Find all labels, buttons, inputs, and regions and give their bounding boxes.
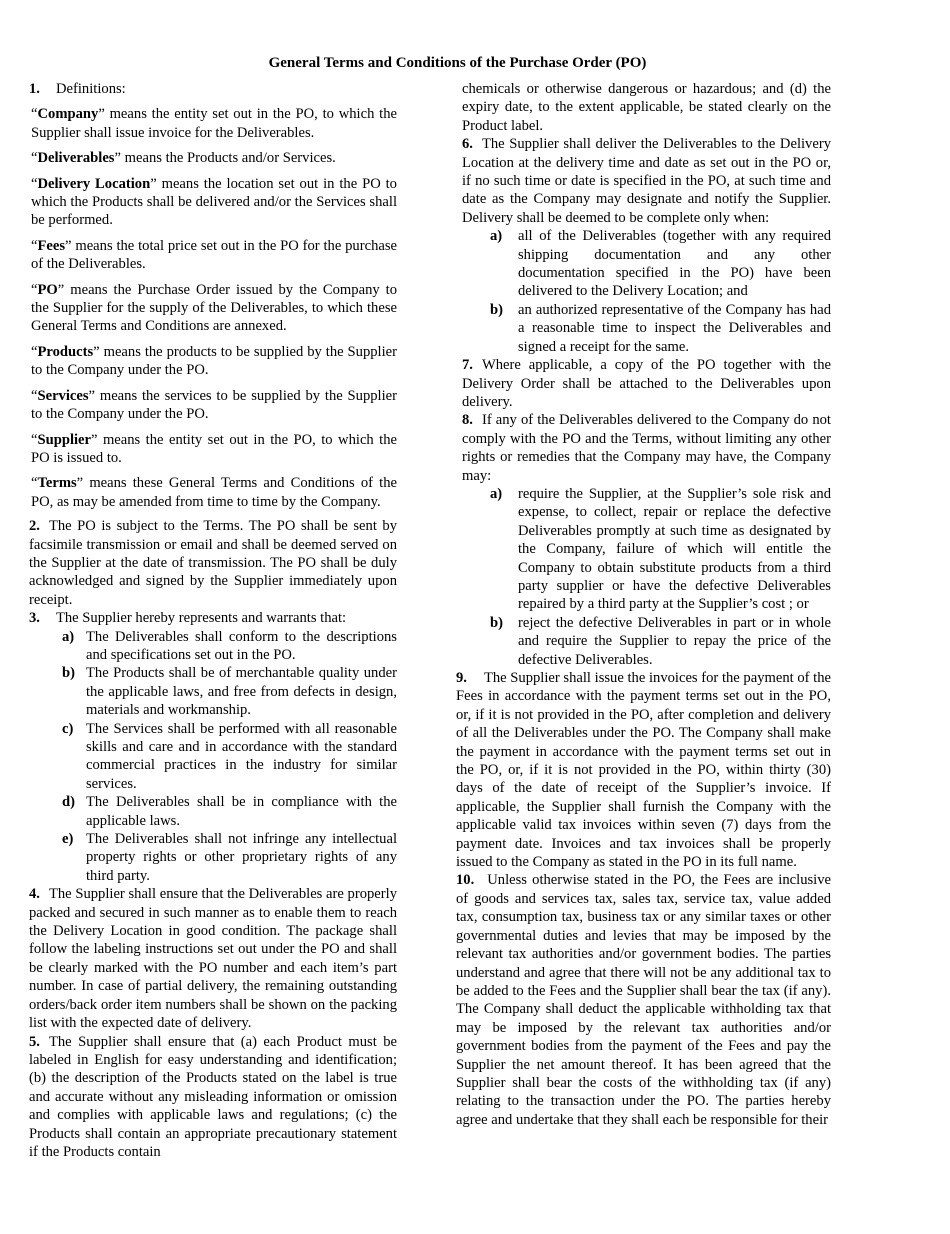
- section-4: [29, 885, 397, 1032]
- list-text: reject the defective Deliverables in part or in whole and require the Supplier to repay the price of the defective Deliverables.: [518, 614, 831, 668]
- list-text: The Products shall be of merchantable quality under the applicable laws, and free from defects in design, materials and workmanship.: [86, 665, 397, 719]
- definition-deliverables: “Deliverables” means the Products and/or Services.: [31, 150, 336, 167]
- section-number: 4.: [29, 886, 40, 903]
- definition-products: “Products” means the products to be supplied by the Supplier to the Company under the PO.: [31, 343, 397, 379]
- definition-text: means the Products and/or Services.: [120, 150, 336, 167]
- section-text: If any of the Deliverables delivered to the Company do not comply with the PO and the Terms, without limiting any other rights or remedies that the Company may have, the Company may:: [462, 412, 831, 484]
- section-3: [29, 609, 397, 627]
- list-label: a): [490, 485, 503, 502]
- section-text: Where applicable, a copy of the PO together with the Delivery Order shall be attached to the Deliverables upon delivery.: [462, 357, 831, 410]
- section-6-list: [456, 227, 831, 356]
- defined-term: Products: [37, 343, 94, 360]
- section-7: [456, 356, 831, 411]
- left-column: [29, 80, 397, 1161]
- section-text: The Supplier shall issue the invoices for the payment of the Fees in accordance with the payment terms set out in the PO, or, if it is not provided in the PO, after completion and delivery of all the Deliverables under the PO. The Company shall make the payment in accordance with the payment terms set out in the PO, or, if it is not provided in the PO, within thirty (30) days of the date of receipt of the Supplier’s invoice. If applicable, the Supplier shall furnish the Company with the applicable valid tax invoices within seven (7) days from the payment date. Invoices and tax invoices shall be properly issued to the Company as stated in the PO in its full name.: [456, 670, 831, 871]
- list-text: an authorized representative of the Company has had a reasonable time to inspect the Deliverables and signed a receipt for the same.: [518, 301, 831, 355]
- list-item: [62, 664, 397, 719]
- definition-company: “Company” means the entity set out in the PO, to which the Supplier shall issue invoice for the Deliverables.: [31, 106, 397, 141]
- document-title: General Terms and Conditions of the Purchase Order (PO): [268, 55, 647, 71]
- definition-fees: “Fees” means the total price set out in the PO for the purchase of the Deliverables.: [31, 237, 397, 273]
- list-item: [62, 720, 397, 794]
- list-text: all of the Deliverables (together with any required shipping documentation and any other documentation specified in the PO) have been delivered to the Delivery Location; and: [518, 228, 831, 300]
- list-label: a): [62, 628, 75, 645]
- section-6: [456, 135, 831, 227]
- list-item: [62, 628, 397, 665]
- definition-services: “Services” means the services to be supplied by the Supplier to the Company under the PO.: [31, 387, 397, 423]
- list-item: [490, 301, 831, 356]
- definition-text: means the entity set out in the PO, to which the PO is issued to.: [31, 431, 397, 466]
- section-8-list: [456, 485, 831, 669]
- list-label: e): [62, 831, 74, 848]
- defined-term: PO: [37, 281, 58, 298]
- section-text: The Supplier shall ensure that the Deliverables are properly packed and secured in such manner as to enable them to reach the Delivery Location in good condition. The package shall follow the labeling instructions set out under the PO and shall be clearly marked with the PO number and each item’s part number. In case of partial delivery, the remaining outstanding orders/back order item numbers shall be shown on the packing list with the expected date of delivery.: [29, 886, 397, 1032]
- list-item: [62, 830, 397, 885]
- section-text: The Supplier shall ensure that (a) each Product must be labeled in English for easy understanding and identification; (b) the description of the Products stated on the label is true and accurate without any misleading information or omission and complies with applicable laws and regulations; (c) the Products shall contain an appropriate precautionary statement if the Products contain: [29, 1033, 397, 1160]
- section-text: The Supplier shall deliver the Deliverables to the Delivery Location at the delivery time and date as set out in the PO or, if no such time or date is specified in the PO, at such time and date as the Company may designate and notify the Supplier. Delivery shall be deemed to be complete only when:: [462, 136, 831, 226]
- definition-text: means the total price set out in the PO for the purchase of the Deliverables.: [31, 237, 397, 273]
- list-item: [62, 793, 397, 830]
- section-5-continued: chemicals or otherwise dangerous or hazardous; and (d) the expiry date, to the extent applicable, be stated clearly on the Product label.: [462, 81, 831, 134]
- defined-term: Delivery Location: [37, 175, 151, 192]
- right-column: [456, 80, 831, 1129]
- section-number: 5.: [29, 1033, 40, 1050]
- list-item: [490, 614, 831, 669]
- section-1-heading: [29, 80, 397, 98]
- list-text: The Deliverables shall be in compliance with the applicable laws.: [86, 794, 397, 829]
- definition-text: means the location set out in the PO to which the Products shall be delivered and/or the Services shall be performed.: [31, 175, 397, 229]
- list-label: d): [62, 794, 75, 811]
- section-8: [456, 411, 831, 485]
- defined-term: Supplier: [37, 431, 92, 448]
- section-text: Unless otherwise stated in the PO, the Fees are inclusive of goods and services tax, sales tax, service tax, value added tax, consumption tax, business tax or any similar taxes or other governmental duties and levies that may be imposed by the relevant tax authorities and/or government bodies. The parties understand and agree that there will not be any additional tax to be added to the Fees and the Supplier shall bear the tax (if any). The Company shall deduct the applicable withholding tax that may be imposed by the relevant tax authorities and/or government bodies from the payment of the Fees and pay the Supplier the net amount thereof. It has been agreed that the Supplier shall bear the costs of the withholding tax (if any) relating to the transaction under the PO. The parties hereby agree and undertake that they shall each be responsible for their: [456, 872, 831, 1128]
- list-label: c): [62, 720, 74, 737]
- list-label: b): [490, 301, 503, 318]
- list-label: b): [490, 614, 503, 631]
- defined-term: Fees: [37, 237, 66, 254]
- defined-term: Company: [37, 106, 99, 123]
- section-number: 2.: [29, 518, 40, 535]
- defined-term: Terms: [37, 475, 77, 492]
- section-3-list: [29, 628, 397, 886]
- section-5: [29, 1033, 397, 1162]
- list-item: [490, 485, 831, 614]
- section-text: The PO is subject to the Terms. The PO shall be sent by facsimile transmission or email and shall be deemed served on the Supplier at the date of transmission. The PO shall be duly acknowledged and signed by the Supplier immediately upon receipt.: [29, 518, 397, 608]
- list-label: b): [62, 665, 75, 682]
- list-text: The Deliverables shall conform to the descriptions and specifications set out in the PO.: [86, 628, 397, 663]
- definition-po: “PO” means the Purchase Order issued by the Company to the Supplier for the supply of the Deliverables, to which these General Terms and Conditions are annexed.: [31, 281, 397, 335]
- list-text: The Deliverables shall not infringe any intellectual property rights or other proprietary rights of any third party.: [86, 831, 397, 884]
- definition-terms: “Terms” means these General Terms and Conditions of the PO, as may be amended from time to time by the Company.: [31, 475, 397, 510]
- defined-term: Services: [37, 387, 89, 404]
- section-2: [29, 517, 397, 609]
- section-9: [456, 669, 831, 871]
- section-number: 8.: [462, 412, 473, 429]
- section-number: 6.: [462, 136, 473, 153]
- section-10: [456, 871, 831, 1129]
- list-text: require the Supplier, at the Supplier’s sole risk and expense, to collect, repair or replace the defective Deliverables promptly at such time as designated by the Company, failure of which will entitle the Company to obtain substitute products from a third party supplier or have the defective Deliverables repaired by a third party at the Supplier’s cost ; or: [518, 485, 831, 613]
- definition-supplier: “Supplier” means the entity set out in the PO, to which the PO is issued to.: [31, 431, 397, 466]
- section-number: 3.: [29, 610, 40, 627]
- definition-text: means the products to be supplied by the Supplier to the Company under the PO.: [31, 343, 397, 379]
- section-text: The Supplier hereby represents and warrants that:: [55, 610, 347, 627]
- list-item: [490, 227, 831, 301]
- definition-delivery-location: “Delivery Location” means the location set out in the PO to which the Products shall be delivered and/or the Services shall be performed.: [31, 175, 397, 229]
- defined-term: Deliverables: [37, 150, 115, 167]
- section-number: 7.: [462, 357, 473, 374]
- section-number: 10.: [456, 872, 475, 889]
- definition-text: means these General Terms and Conditions of the PO, as may be amended from time to time by the Company.: [31, 475, 397, 510]
- section-number: 1.: [29, 81, 40, 97]
- definition-text: means the services to be supplied by the Supplier to the Company under the PO.: [31, 387, 397, 423]
- definition-text: means the Purchase Order issued by the Company to the Supplier for the supply of the Deliverables, to which these General Terms and Conditions are annexed.: [31, 281, 397, 335]
- section-heading-text: Definitions:: [56, 81, 126, 97]
- list-text: The Services shall be performed with all reasonable skills and care and in accordance with the standard commercial practices in the industry for similar services.: [86, 720, 397, 792]
- definition-text: means the entity set out in the PO, to which the Supplier shall issue invoice for the Deliverables.: [31, 106, 397, 141]
- section-number: 9.: [456, 670, 467, 686]
- list-label: a): [490, 228, 503, 245]
